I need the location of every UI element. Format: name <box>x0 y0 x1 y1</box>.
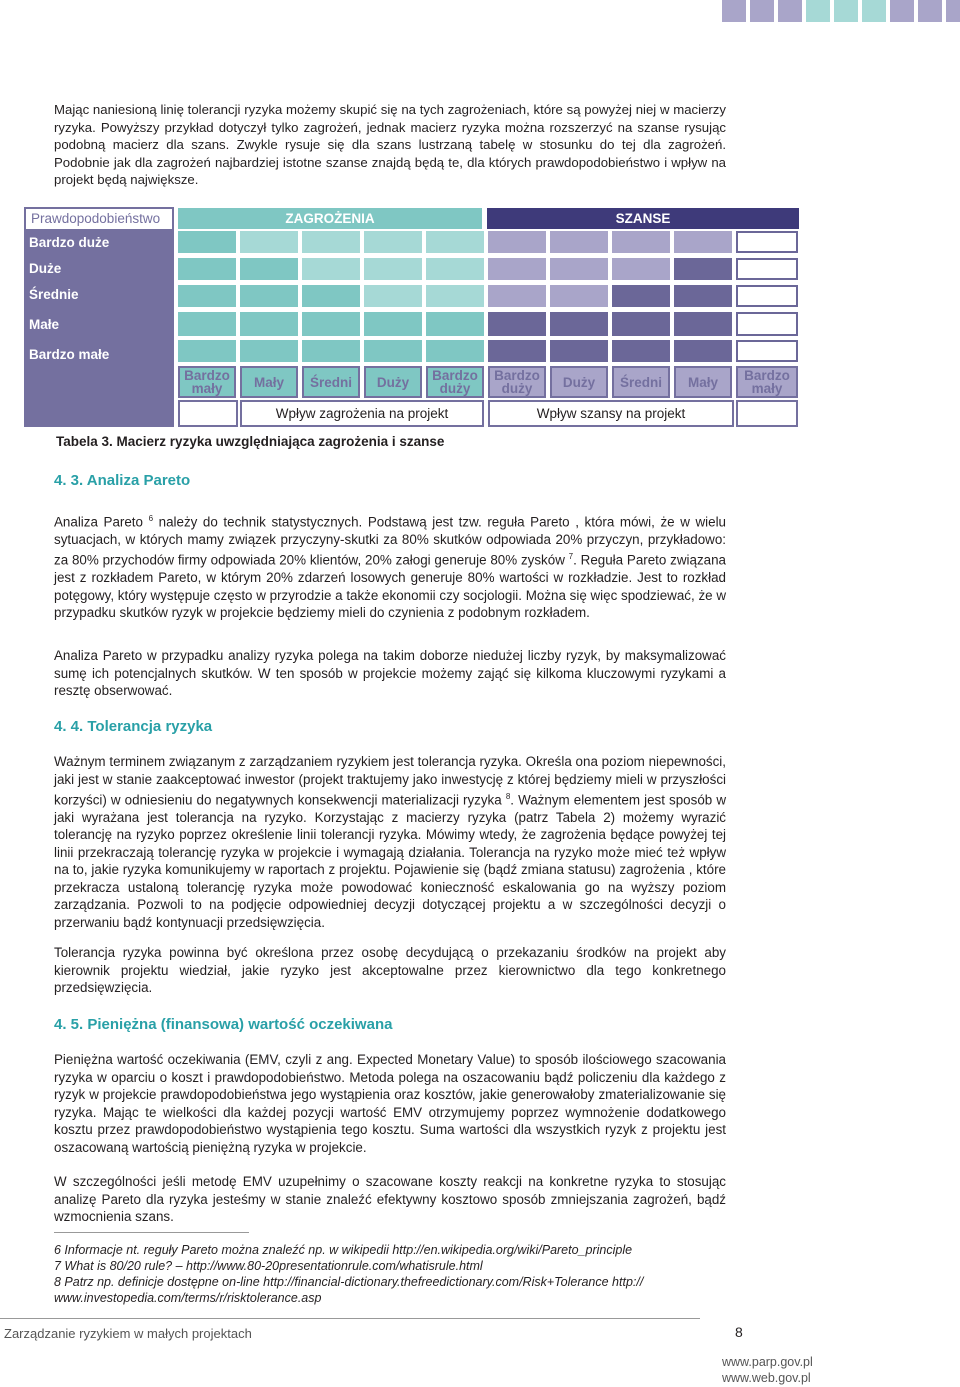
matrix-cell <box>550 258 608 280</box>
matrix-cell <box>240 285 298 307</box>
col-opp-small: Mały <box>674 366 732 398</box>
row-label-very-low: Bardzo małe <box>24 342 174 367</box>
matrix-cell <box>302 258 360 280</box>
matrix-cell <box>612 340 670 362</box>
matrix-cell <box>364 258 422 280</box>
matrix-cell <box>488 258 546 280</box>
footnote-8-cont: www.investopedia.com/terms/r/risktolerance.asp <box>54 1291 322 1305</box>
row-label-low: Małe <box>24 308 174 342</box>
matrix-cell <box>302 340 360 362</box>
matrix-cell <box>736 340 798 362</box>
matrix-cell <box>178 258 236 280</box>
pareto-paragraph-1: Analiza Pareto $^6$ należy do technik statystycznych. Podstawą jest tzw. reguła Pareto , która mówi, że w wielu sytuacjach, w których mamy związek przyczyny-skutki za 80% skutków odpowiada 20% przyczyn, przykładowo: za 80% przychodów firmy odpowiada 20% klientów, 20% załogi generuje 80% zysków $^7$. Reguła Pareto związana jest z rozkładem Pareto, w którym 20% zdarzeń losowych generuje 80% wartości w rozkładzie. Jest to rozkład potęgowy, który występuje często w przyrodzie a także ekonomii czy socjologii. Można się więc spodziewać, że w przypadku skutków ryzyk w projekcie będziemy mieli do czynienia z podobnym rozkładem. <box>54 514 727 621</box>
matrix-cell <box>302 312 360 336</box>
footnote-6: 6 Informacje nt. reguły Pareto można znaleźć np. w wikipedii http://en.wikipedia.org/wiki/Pareto_principle <box>54 1243 633 1257</box>
intro-paragraph: Mając naniesioną linię tolerancji ryzyka możemy skupić się na tych zagrożeniach, które są powyżej niej w macierzy ryzyka. Powyższy przykład dotyczył tylko zagrożeń, jednak macierz ryzyka można rozszerzyć na szanse rysując podobną macierz dla szans. Zwykle rysuje się dla szans lustrzaną tabelę w stosunku do tej dla zagrożeń. Podobnie jak dla zagrożeń najbardziej istotne szanse znajdą będą te, dla których prawdopodobieństwo i wpływ na projekt będą największe. <box>54 102 726 187</box>
table-caption: Tabela 3. Macierz ryzyka uwzględniająca zagrożenia i szanse <box>56 434 445 449</box>
matrix-cell <box>364 340 422 362</box>
matrix-cell <box>736 312 798 336</box>
matrix-cell <box>612 285 670 307</box>
matrix-cell <box>488 285 546 307</box>
matrix-cell <box>550 340 608 362</box>
col-threat-medium: Średni <box>302 366 360 398</box>
matrix-cell <box>426 285 484 307</box>
tolerance-paragraph-1: Ważnym terminem związanym z zarządzaniem ryzykiem jest tolerancja ryzyka. Określa ona poziom niepewności, jaki jest w stanie zaakceptować inwestor (projekt traktujemy jako inwestycję z której będziemy mieli w przyszłości korzyści) w odniesieniu do negatywnych konsekwencji materializacji ryzyka $^8$. Ważnym elementem jest sposób w jaki wyrażana jest tolerancja na ryzyko. Korzystając z macierzy ryzyka (patrz Tabela 2) możemy wyrazić tolerancję na ryzyko poprzez określenie linii tolerancji ryzyka. Mówimy wtedy, że zagrożenia będące powyżej tej linii przekraczają tolerancję ryzyka w projekcie i wymagają działania. Tolerancja na ryzyko może mieć też wpływ na to, jakie ryzyka komunikujemy w raportach z projektu. Pojawienie się (bądź zmiana statusu) zagrożenia , które przekracza ustaloną tolerancję ryzyka może powodować konieczność eskalowania go na wyższy poziom zarządzania. Pozwoli to na podjęcie odpowiedniej decyzji dotyczącej projektu a w szczególności decyzji o przerwaniu bądź kontynuacji przedsięwzięcia. <box>54 754 726 930</box>
col-opp-large: Duży <box>550 366 608 398</box>
matrix-cell <box>302 285 360 307</box>
row-label-very-high: Bardzo duże <box>24 230 174 256</box>
matrix-cell <box>674 285 732 307</box>
matrix-cell <box>674 340 732 362</box>
matrix-cell <box>488 340 546 362</box>
footer-title: Zarządzanie ryzykiem w małych projektach <box>4 1326 252 1341</box>
matrix-cell <box>612 231 670 253</box>
matrix-cell <box>240 312 298 336</box>
threat-impact-label: Wpływ zagrożenia na projekt <box>240 400 484 427</box>
heading-pareto: 4. 3. Analiza Pareto <box>54 472 191 489</box>
matrix-cell <box>240 340 298 362</box>
matrix-cell <box>364 231 422 253</box>
matrix-cell <box>674 312 732 336</box>
matrix-cell <box>302 231 360 253</box>
matrix-cell <box>426 312 484 336</box>
col-threat-small: Mały <box>240 366 298 398</box>
footnote-8: 8 Patrz np. definicje dostępne on-line http://financial-dictionary.thefreedictionary.com/Risk+Tolerance http:// <box>54 1275 644 1289</box>
pareto-paragraph-2: Analiza Pareto w przypadku analizy ryzyka polega na takim doborze niedużej liczby ryzyk, by maksymalizować sumę ich potencjalnych skutków. W ten sposób w projekcie możemy zająć się kilkoma kluczowymi ryzykami a resztę obserwować. <box>54 648 726 698</box>
matrix-cell <box>550 231 608 253</box>
heading-tolerance: 4. 4. Tolerancja ryzyka <box>54 718 213 735</box>
footnote-7: 7 What is 80/20 rule? – http://www.80-20presentationrule.com/whatisrule.html <box>54 1259 483 1273</box>
emv-paragraph-2: W szczególności jeśli metodę EMV uzupełnimy o szacowane koszty reakcji na konkretne ryzyka to stosując analizę Pareto dla ryzyka jesteśmy w stanie znaleźć efektywny kosztowo sposób zmniejszania zagrożeń, bądź wzmocnienia szans. <box>54 1174 726 1224</box>
col-threat-very-large: Bardzo duży <box>426 366 484 398</box>
opportunity-impact-label: Wpływ szansy na projekt <box>488 400 734 427</box>
matrix-cell <box>426 231 484 253</box>
matrix-cell <box>736 285 798 307</box>
heading-emv: 4. 5. Pieniężna (finansowa) wartość oczekiwana <box>54 1016 393 1033</box>
matrix-cell <box>364 312 422 336</box>
matrix-cell <box>178 285 236 307</box>
matrix-cell <box>178 231 236 253</box>
footer-links <box>722 1354 813 1386</box>
page-number: 8 <box>735 1324 743 1340</box>
opportunity-impact-spacer <box>736 400 798 427</box>
matrix-cell <box>178 340 236 362</box>
matrix-cell <box>550 312 608 336</box>
footer-rule <box>0 1318 700 1319</box>
col-threat-very-small: Bardzo mały <box>178 366 236 398</box>
tolerance-paragraph-2: Tolerancja ryzyka powinna być określona przez osobę decydującą o przekazaniu środków na projekt aby kierownik projektu wiedział, jakie ryzyko jest akceptowalne przez kierownictwo dla tego konkretnego przedsięwzięcia. <box>54 945 726 995</box>
matrix-cell <box>178 312 236 336</box>
matrix-cell <box>240 258 298 280</box>
threat-impact-spacer <box>178 400 238 427</box>
threats-header: ZAGROŻENIA <box>178 208 482 229</box>
col-opp-very-small: Bardzo mały <box>736 366 798 398</box>
matrix-cell <box>674 258 732 280</box>
matrix-cell <box>426 258 484 280</box>
matrix-cell <box>612 258 670 280</box>
row-header-probability: Prawdopodobieństwo <box>24 207 174 231</box>
matrix-cell <box>550 285 608 307</box>
matrix-cell <box>426 340 484 362</box>
matrix-cell <box>488 312 546 336</box>
opportunities-header: SZANSE <box>487 208 799 229</box>
matrix-cell <box>240 231 298 253</box>
emv-paragraph-1: Pieniężna wartość oczekiwania (EMV, czyli z ang. Expected Monetary Value) to sposób ilościowego szacowania ryzyka w oparciu o koszt i prawdopodobieństwo. Metoda polega na oszacowaniu bądź policzeniu dla każdego z ryzyk w projekcie prawdopodobieństwa jego wystąpienia oraz kosztów, jakie generowałoby zmaterializowanie się ryzyka. Mając te wielkości dla każdej pozycji wartość EMV otrzymujemy poprzez wymnożenie dodatkowego kosztu przez prawdopodobieństwo wystąpienia tego kosztu. Suma wartości dla wszystkich ryzyk z projektu jest oszacowaną wartością pieniężną ryzyka w projekcie. <box>54 1052 726 1155</box>
row-label-high: Duże <box>24 256 174 282</box>
footer-link-web[interactable]: www.web.gov.pl <box>722 1371 811 1385</box>
footnote-separator <box>54 1232 249 1233</box>
matrix-cell <box>674 231 732 253</box>
row-label-filler <box>24 367 174 427</box>
col-opp-medium: Średni <box>612 366 670 398</box>
footer-link-parp[interactable]: www.parp.gov.pl <box>722 1355 813 1369</box>
col-threat-large: Duży <box>364 366 422 398</box>
matrix-cell <box>488 231 546 253</box>
matrix-cell <box>736 231 798 253</box>
matrix-cell <box>736 258 798 280</box>
matrix-cell <box>612 312 670 336</box>
col-opp-very-large: Bardzo duży <box>488 366 546 398</box>
matrix-cell <box>364 285 422 307</box>
row-label-medium: Średnie <box>24 282 174 308</box>
